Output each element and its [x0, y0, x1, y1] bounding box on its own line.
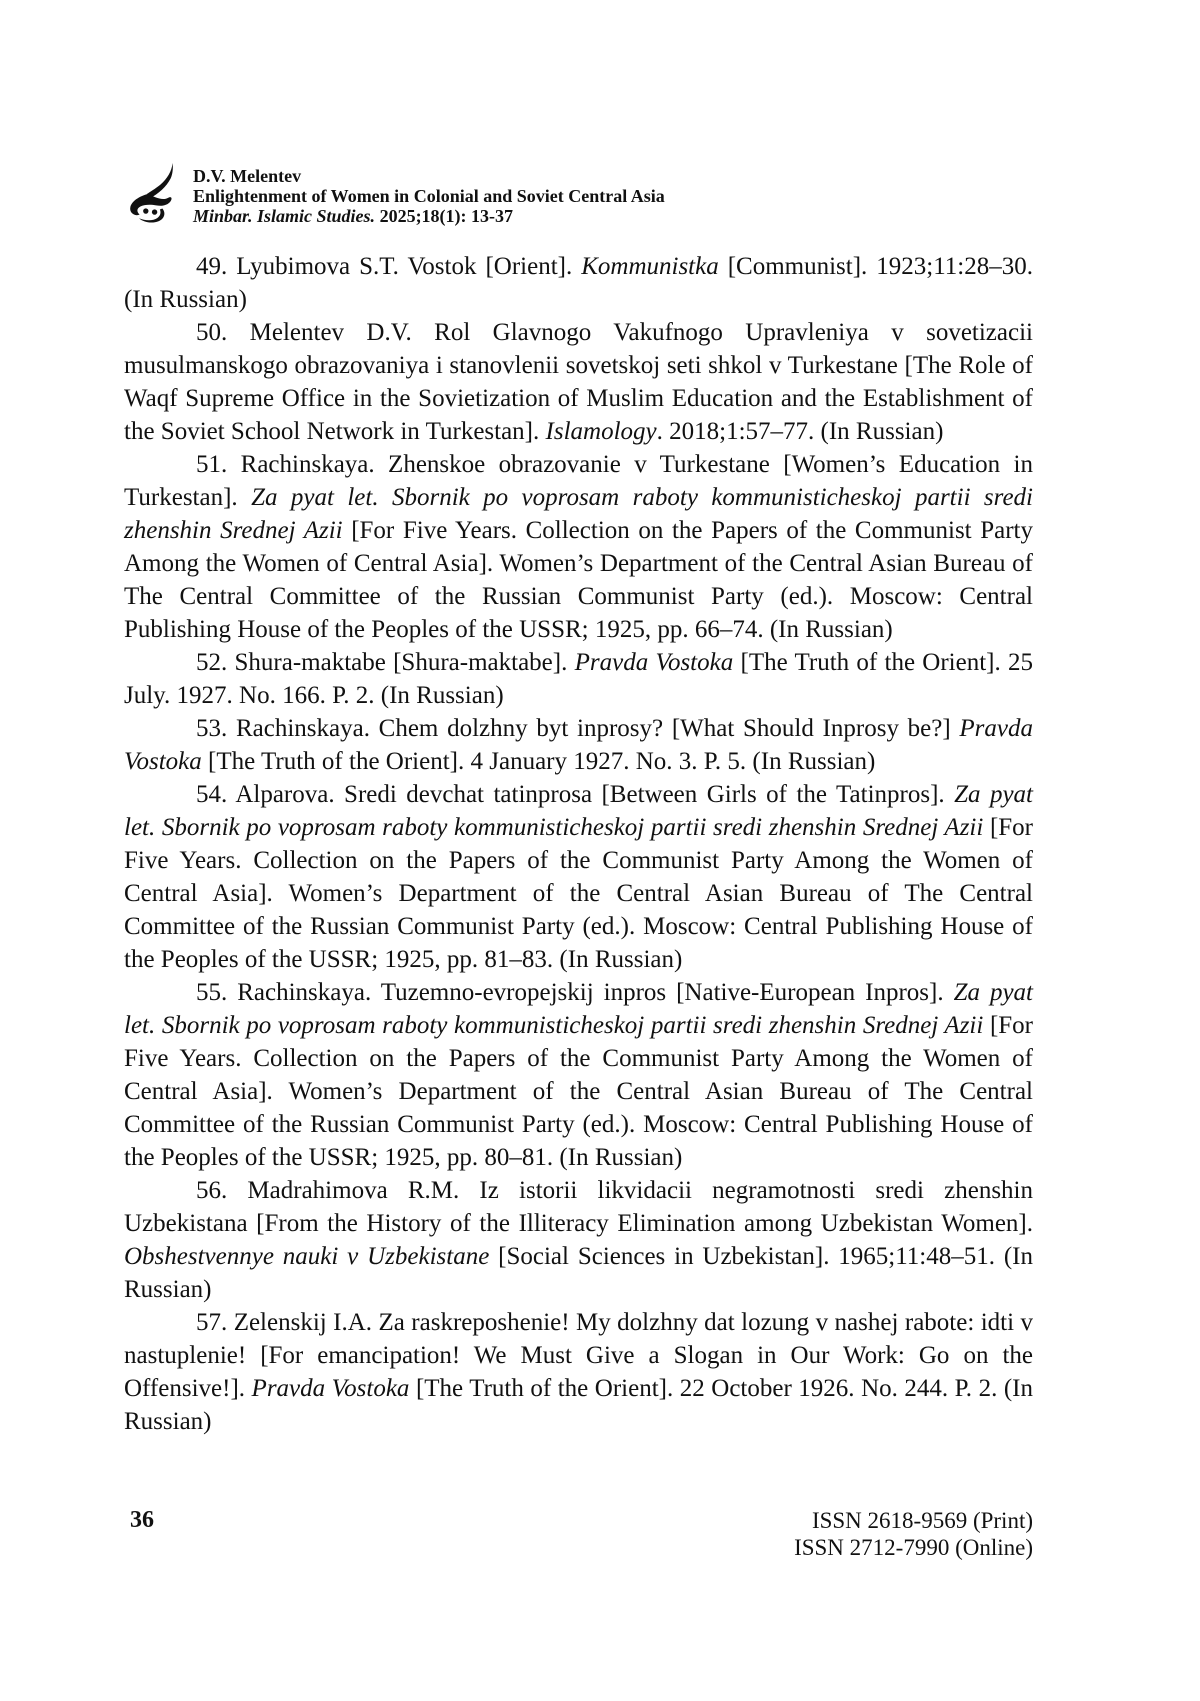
minbar-calligraphy-logo-icon — [126, 163, 178, 225]
reference-text: [For Five Years. Collection on the Papers of the Communist Party Among the Women of Central Asia]. Women’s Department of the Central Asian Bureau of The Central Committee of the Russian Communist Party (ed.). Moscow: Central Publishing House of the Peoples of the USSR; 1925, pp. 81–83. (In Russian) — [124, 814, 1033, 973]
reference-source-title: Pravda Vostoka — [124, 715, 1033, 775]
reference-source-title: Obshestvennye nauki v Uzbekistane — [124, 1243, 490, 1270]
reference-item — [124, 250, 1033, 316]
reference-item — [124, 448, 1033, 646]
references-list — [124, 250, 1033, 1438]
header-article-title: Enlightenment of Women in Colonial and Soviet Central Asia — [193, 186, 665, 206]
reference-item — [124, 778, 1033, 976]
reference-text: . 2018;1:57–77. (In Russian) — [656, 418, 944, 445]
issn-block — [794, 1508, 1033, 1561]
reference-text: 53. Rachinskaya. Chem dolzhny byt inprosy? [What Should Inprosy be?] — [196, 715, 960, 742]
reference-source-title: Za pyat let. Sbornik po voprosam raboty kommunisticheskoj partii sredi zhenshin Srednej Azii — [124, 979, 1033, 1039]
running-header — [126, 163, 665, 226]
reference-item — [124, 1174, 1033, 1306]
reference-source-title: Pravda Vostoka — [251, 1375, 410, 1402]
reference-source-title: Za pyat let. Sbornik po voprosam raboty kommunisticheskoj partii sredi zhenshin Srednej Azii — [124, 484, 1033, 544]
reference-text: 49. Lyubimova S.T. Vostok [Orient]. — [196, 253, 582, 280]
header-author: D.V. Melentev — [193, 166, 302, 186]
reference-text: 56. Madrahimova R.M. Iz istorii likvidacii negramotnosti sredi zhenshin Uzbekistana [From the History of the Illiteracy Elimination among Uzbekistan Women]. — [124, 1177, 1033, 1237]
reference-text: [For Five Years. Collection on the Papers of the Communist Party Among the Women of Central Asia]. Women’s Department of the Central Asian Bureau of The Central Committee of the Russian Communist Party (ed.). Moscow: Central Publishing House of the Peoples of the USSR; 1925, pp. 80–81. (In Russian) — [124, 1012, 1033, 1171]
journal-title: Minbar. Islamic Studies. — [193, 206, 376, 226]
reference-text: 55. Rachinskaya. Tuzemno-evropejskij inpros [Native-European Inpros]. — [196, 979, 954, 1006]
reference-item — [124, 1306, 1033, 1438]
reference-source-title: Za pyat let. Sbornik po voprosam raboty kommunisticheskoj partii sredi zhenshin Srednej Azii — [124, 781, 1033, 841]
reference-text: [Communist]. 1923;11:28–30. (In Russian) — [124, 253, 1033, 313]
reference-text: 50. Melentev D.V. Rol Glavnogo Vakufnogo Upravleniya v sovetizacii musulmanskogo obrazovaniya i stanovlenii sovetskoj seti shkol v Turkestane [The Role of Waqf Supreme Office in the Sovietization of Muslim Education and the Establishment of the Soviet School Network in Turkestan]. — [124, 319, 1033, 445]
page-number: 36 — [130, 1507, 154, 1533]
reference-text: [For Five Years. Collection on the Papers of the Communist Party Among the Women of Central Asia]. Women’s Department of the Central Asian Bureau of The Central Committee of the Russian Communist Party (ed.). Moscow: Central Publishing House of the Peoples of the USSR; 1925, pp. 66–74. (In Russian) — [124, 517, 1033, 643]
reference-text: 52. Shura-maktabe [Shura-maktabe]. — [196, 649, 575, 676]
reference-source-title: Pravda Vostoka — [574, 649, 734, 676]
reference-text: 54. Alparova. Sredi devchat tatinprosa [Between Girls of the Tatinpros]. — [196, 781, 955, 808]
journal-citation-rest: 2025;18(1): 13-37 — [375, 206, 514, 226]
reference-item — [124, 316, 1033, 448]
reference-item — [124, 712, 1033, 778]
issn-print: ISSN 2618-9569 (Print) — [811, 1508, 1033, 1533]
reference-text: [The Truth of the Orient]. 22 October 1926. No. 244. P. 2. (In Russian) — [124, 1375, 1033, 1435]
reference-text: 51. Rachinskaya. Zhenskoe obrazovanie v Turkestane [Women’s Education in Turkestan]. — [124, 451, 1033, 511]
reference-item — [124, 976, 1033, 1174]
issn-online: ISSN 2712-7990 (Online) — [794, 1534, 1033, 1560]
reference-item — [124, 646, 1033, 712]
reference-text: [Social Sciences in Uzbekistan]. 1965;11:48–51. (In Russian) — [124, 1243, 1033, 1303]
reference-source-title: Islamology — [545, 418, 657, 445]
reference-text: [The Truth of the Orient]. 4 January 1927. No. 3. P. 5. (In Russian) — [201, 748, 876, 775]
reference-text: 57. Zelenskij I.A. Za raskreposhenie! My dolzhny dat lozung v nashej rabote: idti v nastuplenie! [For emancipation! We Must Give a Slogan in Our Work: Go on the Offensive!]. — [124, 1309, 1033, 1402]
reference-text: [The Truth of the Orient]. 25 July. 1927. No. 166. P. 2. (In Russian) — [124, 649, 1034, 709]
header-journal-citation — [193, 206, 665, 226]
header-text-block — [193, 163, 665, 226]
reference-source-title: Kommunistka — [581, 253, 719, 280]
